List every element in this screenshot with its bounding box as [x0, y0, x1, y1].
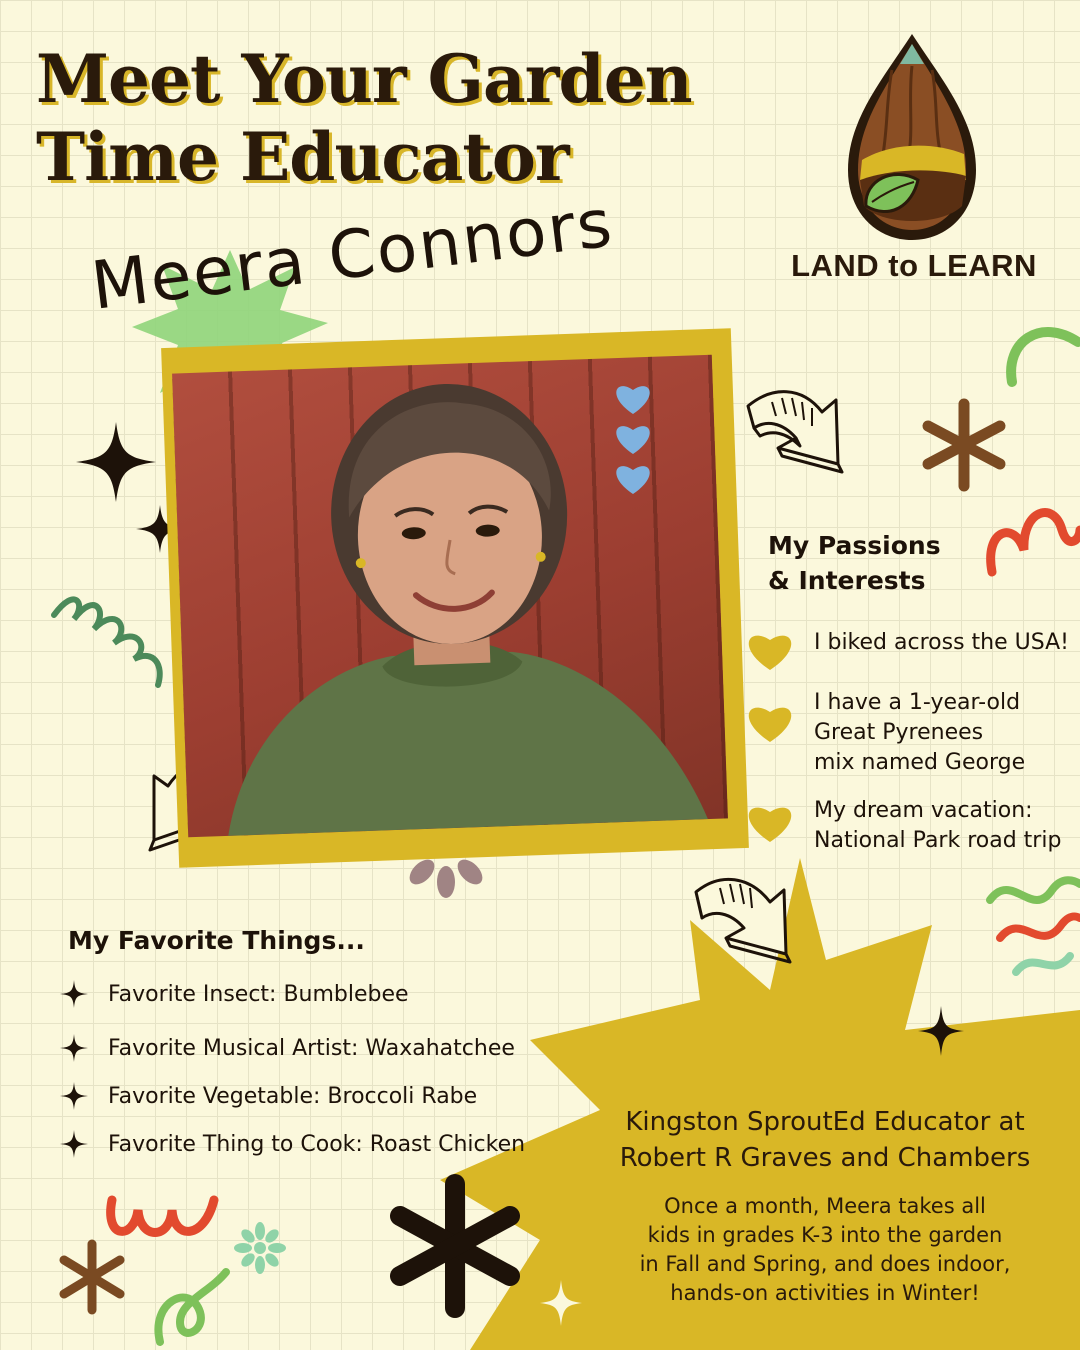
favorite-item	[60, 1082, 580, 1110]
red-squiggle-bottom-icon	[104, 1180, 224, 1240]
favorite-text: Favorite Thing to Cook: Roast Chicken	[108, 1131, 526, 1157]
title-line-1: Meet Your Garden	[36, 40, 692, 118]
curved-arrow-icon-bottom	[690, 862, 810, 982]
favorite-item	[60, 1034, 580, 1062]
sparkle-icon-badge	[918, 1006, 964, 1056]
passion-text: I biked across the USA!	[814, 630, 1069, 655]
educator-name: Meera Connors	[87, 184, 618, 325]
green-curl-bottom-icon	[150, 1262, 230, 1350]
passions-title: My Passions & Interests	[768, 531, 941, 595]
passion-item	[744, 688, 1080, 778]
passion-text: I have a 1-year-old Great Pyrenees mix named George	[814, 690, 1026, 775]
passion-item	[744, 628, 1080, 672]
favorite-text: Favorite Musical Artist: Waxahatchee	[108, 1035, 515, 1061]
heart-icon	[744, 700, 796, 744]
blue-hearts-icon	[612, 376, 654, 496]
sparkle-bullet-icon	[60, 1130, 88, 1158]
favorites-title: My Favorite Things...	[68, 926, 365, 955]
curved-arrow-icon-top-right	[742, 372, 862, 492]
passion-text: My dream vacation: National Park road trip	[814, 798, 1062, 853]
title-line-2: Time Educator	[36, 118, 569, 196]
page-title	[36, 40, 756, 196]
favorite-text: Favorite Insect: Bumblebee	[108, 981, 409, 1007]
sparkle-bullet-icon	[60, 980, 88, 1008]
favorite-item	[60, 980, 580, 1008]
passion-item	[744, 796, 1080, 856]
sparkle-icon-large	[76, 422, 156, 502]
sparkle-icon-bottom	[540, 1280, 582, 1326]
role-description: Once a month, Meera takes all kids in grades K-3 into the garden in Fall and Spring, and does indoor, hands-on activities in Winter!	[639, 1194, 1011, 1305]
mint-flower-icon	[232, 1220, 288, 1276]
favorite-item	[60, 1130, 580, 1158]
heart-icon	[744, 800, 796, 844]
brown-asterisk-icon	[922, 400, 1006, 490]
brown-asterisk-bottom-icon	[58, 1240, 126, 1314]
favorite-text: Favorite Vegetable: Broccoli Rabe	[108, 1083, 478, 1109]
green-arc-icon	[1000, 312, 1080, 392]
role-title: Kingston SproutEd Educator at Robert R Graves and Chambers	[619, 1107, 1031, 1173]
land-to-learn-logo-icon	[842, 30, 982, 245]
sparkle-bullet-icon	[60, 1082, 88, 1110]
logo-text: LAND to LEARN	[791, 248, 1037, 283]
wavy-lines-icon	[982, 860, 1080, 980]
heart-icon	[744, 628, 796, 672]
black-asterisk-icon	[390, 1176, 520, 1316]
green-squiggle-icon	[46, 585, 176, 695]
sparkle-bullet-icon	[60, 1034, 88, 1062]
